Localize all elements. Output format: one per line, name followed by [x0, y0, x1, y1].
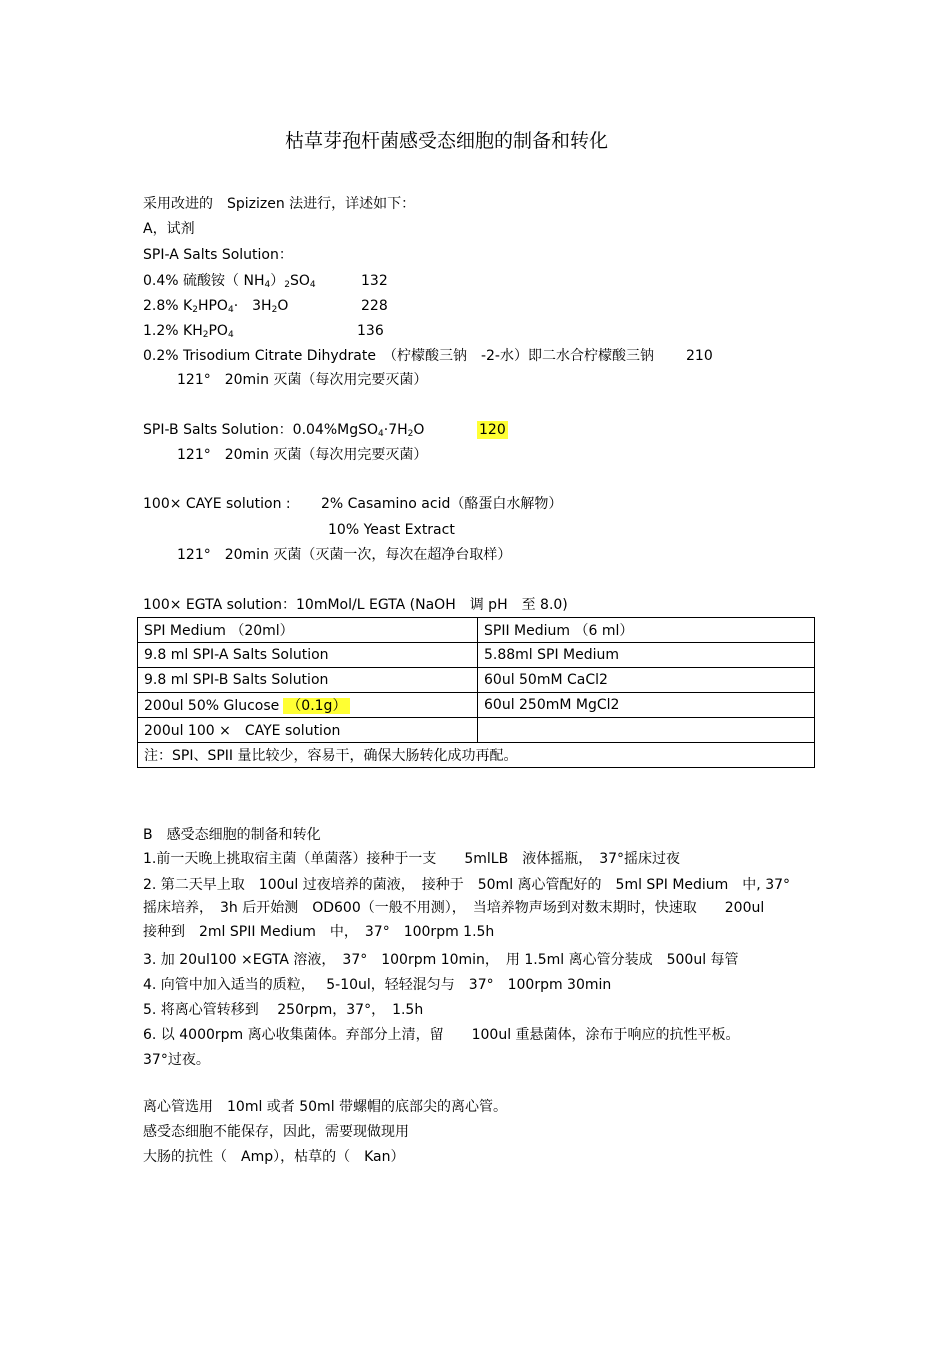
citrate-line: 0.2% Trisodium Citrate Dihydrate （柠檬酸三钠 -2-水）即二水合柠檬酸三钠: [143, 348, 654, 364]
reagent-name: ）: [270, 273, 285, 289]
table-cell: 200ul 100 × CAYE solution: [138, 718, 478, 743]
subscript: 4: [227, 305, 234, 315]
table-row: [138, 643, 815, 668]
reagent-name: O: [277, 298, 289, 314]
note-line: 离心管选用 10ml 或者 50ml 带螺帽的底部尖的离心管。: [143, 1099, 508, 1115]
reagent-name: O: [413, 422, 425, 438]
caye-label: 100× CAYE solution :: [143, 496, 291, 512]
table-cell: SPI Medium （20ml）: [138, 618, 478, 643]
subscript: 4: [227, 330, 234, 340]
reagent-name: · 3H: [233, 298, 272, 314]
table-note: 注：SPI、SPII 量比较少，容易干，确保大肠转化成功再配。: [138, 743, 815, 768]
reagent-name: ·7H: [383, 422, 408, 438]
section-a-heading: A，试剂: [143, 221, 195, 237]
percent: 1.2%: [143, 323, 179, 339]
table-row: [138, 618, 815, 643]
reagent-name: KH: [183, 323, 203, 339]
subscript: 2: [284, 280, 290, 290]
reagent-name: HPO: [197, 298, 228, 314]
glucose-label: 200ul 50% Glucose: [144, 698, 280, 714]
molecular-weight: 136: [357, 323, 384, 339]
molecular-weight: 228: [361, 298, 388, 314]
egta-line: 100× EGTA solution：10mMol/L EGTA (NaOH 调 pH 至 8.0): [143, 597, 568, 613]
step-line: 4. 向管中加入适当的质粒， 5-10ul，轻轻混匀与 37° 100rpm 30min: [143, 977, 612, 993]
reagent-name: 硫酸铵（ NH: [183, 273, 265, 289]
percent: 2.8%: [143, 298, 179, 314]
table-cell: [138, 693, 478, 718]
table-cell: 60ul 250mM MgCl2: [478, 693, 815, 718]
table-cell: 60ul 50mM CaCl2: [478, 668, 815, 693]
subscript: 4: [309, 280, 316, 290]
reagent-name: K: [183, 298, 193, 314]
subscript: 2: [192, 305, 198, 315]
step-line: 6. 以 4000rpm 离心收集菌体。弃部分上清，留 100ul 重悬菌体，涂布于响应的抗性平板。: [143, 1027, 740, 1043]
caye-item: 10% Yeast Extract: [328, 522, 455, 538]
note-line: 感受态细胞不能保存，因此，需要现做现用: [143, 1124, 409, 1140]
step-line: 2. 第二天早上取 100ul 过夜培养的菌液， 接种于 50ml 离心管配好的 5ml SPI Medium 中, 37°: [143, 877, 791, 893]
note-line: 大肠的抗性（ Amp），枯草的（ Kan）: [143, 1149, 405, 1165]
reagent-name: SO: [289, 273, 310, 289]
step-line: 5. 将离心管转移到 250rpm，37°， 1.5h: [143, 1002, 424, 1018]
section-b-heading: B 感受态细胞的制备和转化: [143, 827, 321, 843]
table-cell: 5.88ml SPI Medium: [478, 643, 815, 668]
intro-text: 采用改进的 Spizizen 法进行，详述如下：: [143, 196, 416, 212]
glucose-amount-highlighted: （0.1g）: [283, 698, 350, 714]
step-line: 37°过夜。: [143, 1052, 210, 1068]
molecular-weight: 132: [361, 273, 388, 289]
step-line: 接种到 2ml SPII Medium 中， 37° 100rpm 1.5h: [143, 924, 495, 940]
caye-item: 2% Casamino acid（酪蛋白水解物）: [321, 496, 563, 512]
table-cell: 9.8 ml SPI-B Salts Solution: [138, 668, 478, 693]
spi-a-row: [143, 272, 316, 290]
molecular-weight-highlighted: 120: [479, 422, 506, 438]
subscript: 2: [407, 429, 414, 439]
sterilize-note: 121° 20min 灭菌（每次用完要灭菌）: [177, 447, 428, 463]
reagent-name: PO: [208, 323, 228, 339]
table-cell: SPII Medium （6 ml）: [478, 618, 815, 643]
step-line: 1.前一天晚上挑取宿主菌（单菌落）接种于一支 5mlLB 液体摇瓶， 37°摇床过夜: [143, 851, 681, 867]
molecular-weight: 210: [686, 348, 713, 364]
spi-b-line: [143, 421, 424, 439]
subscript: 2: [202, 330, 209, 340]
spi-a-title: SPI-A Salts Solution：: [143, 247, 293, 263]
table-cell: [478, 718, 815, 743]
subscript: 4: [264, 280, 271, 290]
step-line: 摇床培养， 3h 后开始测 OD600（一般不用测）， 当培养物声场到对数末期时，快速取 200ul: [143, 900, 765, 916]
step-line: 3. 加 20ul100 ×EGTA 溶液， 37° 100rpm 10min， 用 1.5ml 离心管分装成 500ul 每管: [143, 952, 739, 968]
sterilize-note: 121° 20min 灭菌（每次用完要灭菌）: [177, 372, 428, 388]
spi-a-row: [143, 297, 288, 315]
table-row: [138, 693, 815, 718]
table-row: [138, 743, 815, 768]
subscript: 2: [271, 305, 278, 315]
sterilize-note: 121° 20min 灭菌（灭菌一次，每次在超净台取样）: [177, 547, 512, 563]
subscript: 4: [378, 429, 384, 439]
reagent-name: SPI-B Salts Solution：0.04%MgSO: [143, 422, 379, 438]
table-row: [138, 718, 815, 743]
media-table: [137, 617, 815, 768]
table-row: [138, 668, 815, 693]
spi-a-row: [143, 322, 234, 340]
page-title: 枯草芽孢杆菌感受态细胞的制备和转化: [285, 130, 609, 152]
table-cell: 9.8 ml SPI-A Salts Solution: [138, 643, 478, 668]
percent: 0.4%: [143, 273, 179, 289]
